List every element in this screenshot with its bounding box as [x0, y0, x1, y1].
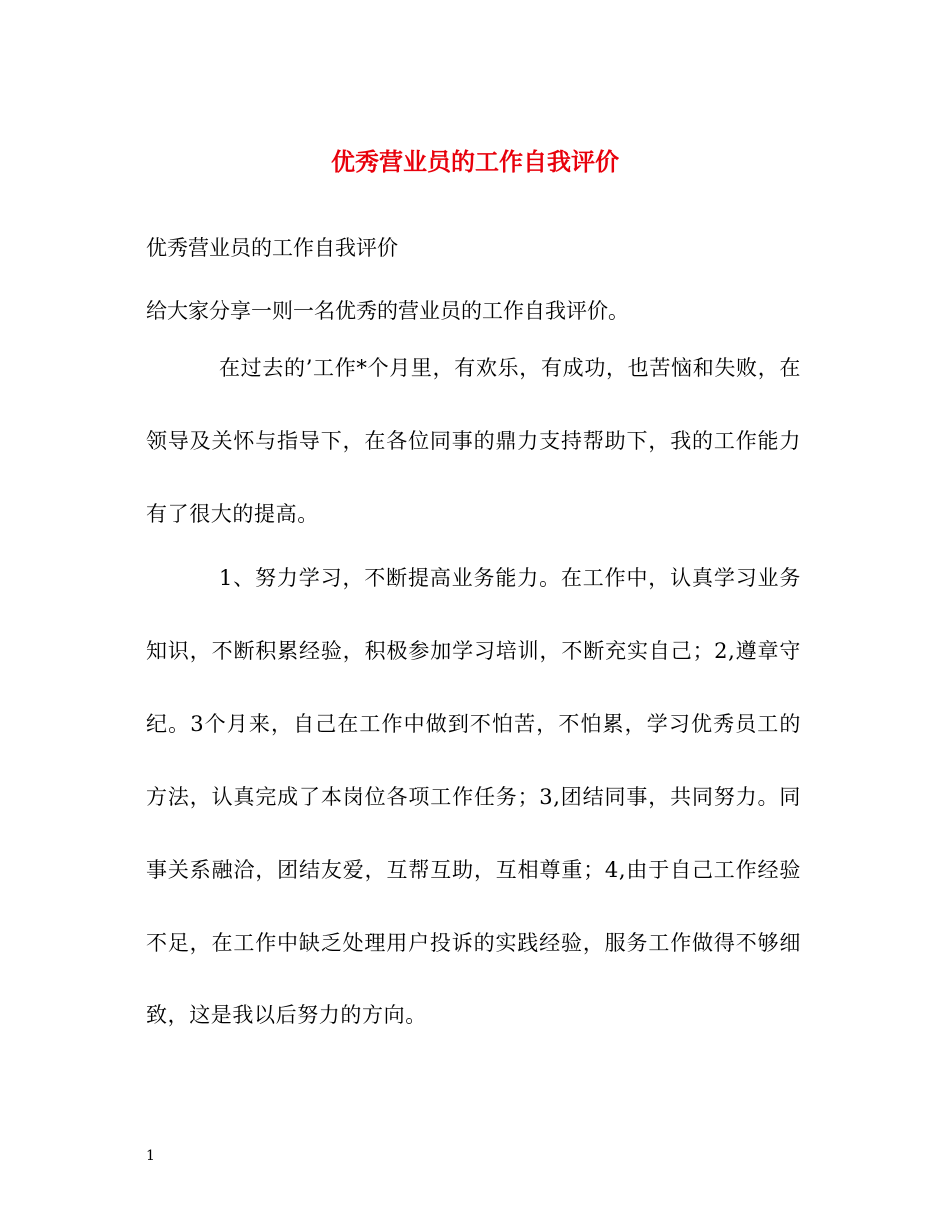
- paragraph-1: 在过去的’工作*个月里，有欢乐，有成功，也苦恼和失败，在领导及关怀与指导下，在各位同事的鼎力支持帮助下，我的工作能力有了很大的提高。: [146, 356, 801, 526]
- subtitle-line: 优秀营业员的工作自我评价: [146, 236, 398, 260]
- intro-line: 给大家分享一则一名优秀的营业员的工作自我评价。: [146, 299, 629, 323]
- paragraph-2: 1、努力学习，不断提高业务能力。在工作中，认真学习业务知识，不断积累经验，积极参加学习培训，不断充实自己；2,遵章守纪。3个月来，自己在工作中做到不怕苦，不怕累，学习优秀员工的方法，认真完成了本岗位各项工作任务；3,团结同事，共同努力。同事关系融洽，团结友爱，互帮互助，互相尊重；4,由于自己工作经验不足，在工作中缺乏处理用户投诉的实践经验，服务工作做得不够细致，这是我以后努力的方向。: [146, 566, 801, 1028]
- document-title: 优秀营业员的工作自我评价: [331, 147, 619, 176]
- page-number: 1: [146, 1148, 155, 1164]
